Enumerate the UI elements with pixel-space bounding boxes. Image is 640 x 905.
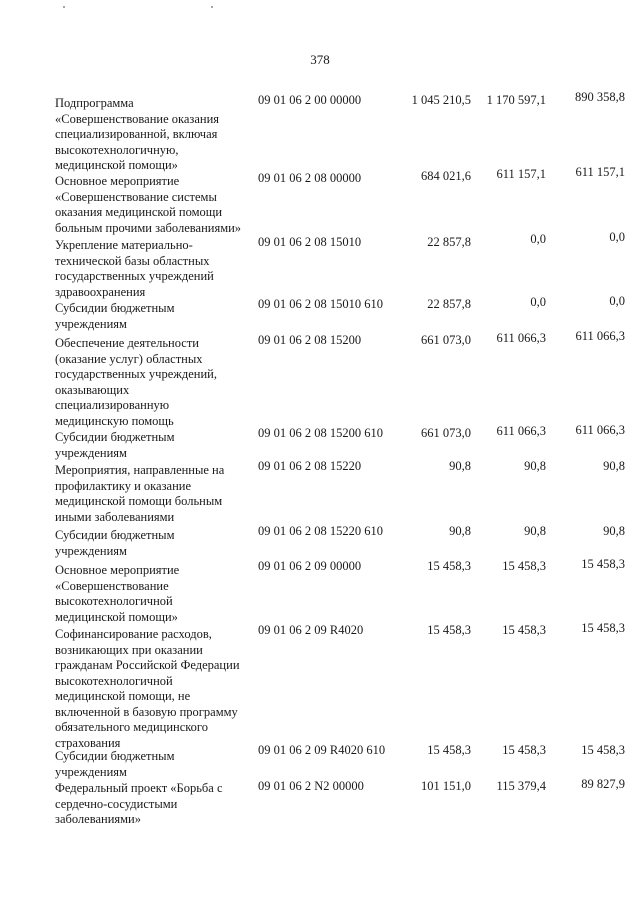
row-name: Субсидии бюджетным учреждениям xyxy=(55,749,175,779)
row-value-3: 90,8 xyxy=(603,524,625,538)
row-value-1: 22 857,8 xyxy=(427,235,471,249)
page-number: 378 xyxy=(310,52,330,67)
scan-speck xyxy=(211,6,213,8)
row-value-3: 15 458,3 xyxy=(581,621,625,635)
row-code: 09 01 06 2 08 15010 xyxy=(258,235,362,249)
row-value-1: 661 073,0 xyxy=(421,333,471,347)
row-value-2: 611 066,3 xyxy=(496,331,546,345)
row-value-2: 0,0 xyxy=(530,232,546,246)
row-name: Мероприятия, направленные на профилактику и оказание медицинской помощи больным иными заболеваниями xyxy=(55,463,225,524)
row-value-1: 90,8 xyxy=(449,524,471,538)
row-value-2: 611 157,1 xyxy=(496,167,546,181)
row-value-3: 0,0 xyxy=(609,294,625,308)
row-code: 09 01 06 2 09 00000 xyxy=(258,559,362,573)
row-value-3: 89 827,9 xyxy=(581,777,625,791)
row-value-2: 115 379,4 xyxy=(496,779,546,793)
row-value-3: 611 066,3 xyxy=(575,329,625,343)
row-value-1: 90,8 xyxy=(449,459,471,473)
row-value-1: 15 458,3 xyxy=(427,623,471,637)
row-value-3: 611 157,1 xyxy=(575,165,625,179)
row-value-1: 684 021,6 xyxy=(421,169,471,183)
row-name: Основное мероприятие «Совершенствование высокотехнологичной медицинской помощи» xyxy=(55,563,180,624)
row-value-3: 15 458,3 xyxy=(581,557,625,571)
row-value-1: 15 458,3 xyxy=(427,743,471,757)
row-value-1: 1 045 210,5 xyxy=(411,93,471,107)
row-value-2: 15 458,3 xyxy=(502,743,546,757)
row-code: 09 01 06 2 08 00000 xyxy=(258,171,362,185)
row-value-3: 611 066,3 xyxy=(575,423,625,437)
row-name: Субсидии бюджетным учреждениям xyxy=(55,528,175,558)
row-value-3: 90,8 xyxy=(603,459,625,473)
row-name: Федеральный проект «Борьба с сердечно-сосудистыми заболеваниями» xyxy=(55,781,223,826)
row-value-3: 0,0 xyxy=(609,230,625,244)
row-value-2: 0,0 xyxy=(530,295,546,309)
row-value-2: 15 458,3 xyxy=(502,623,546,637)
row-code: 09 01 06 2 09 R4020 xyxy=(258,623,364,637)
row-value-2: 90,8 xyxy=(524,524,546,538)
row-name: Основное мероприятие «Совершенствование системы оказания медицинской помощи больным прочими заболеваниями» xyxy=(55,174,242,235)
row-code: 09 01 06 2 08 15220 xyxy=(258,459,362,473)
row-code: 09 01 06 2 00 00000 xyxy=(258,93,362,107)
scan-speck xyxy=(63,6,65,8)
row-name: Софинансирование расходов, возникающих при оказании гражданам Российской Федерации высокотехнологичной медицинской помощи, не включенной в базовую программу обязательного медицинского страхования xyxy=(55,627,240,750)
row-code: 09 01 06 2 08 15200 610 xyxy=(258,426,383,440)
row-name: Субсидии бюджетным учреждениям xyxy=(55,301,175,331)
row-code: 09 01 06 2 N2 00000 xyxy=(258,779,364,793)
row-value-3: 15 458,3 xyxy=(581,743,625,757)
row-value-1: 101 151,0 xyxy=(421,779,471,793)
row-value-3: 890 358,8 xyxy=(575,90,625,104)
row-value-1: 661 073,0 xyxy=(421,426,471,440)
row-value-1: 15 458,3 xyxy=(427,559,471,573)
row-code: 09 01 06 2 09 R4020 610 xyxy=(258,743,386,757)
row-value-2: 1 170 597,1 xyxy=(486,93,546,107)
row-code: 09 01 06 2 08 15220 610 xyxy=(258,524,383,538)
row-value-2: 15 458,3 xyxy=(502,559,546,573)
row-code: 09 01 06 2 08 15200 xyxy=(258,333,362,347)
row-value-2: 90,8 xyxy=(524,459,546,473)
row-name: Укрепление материально- технической базы областных государственных учреждений здравоохранения xyxy=(55,238,214,299)
row-name: Субсидии бюджетным учреждениям xyxy=(55,430,175,460)
row-code: 09 01 06 2 08 15010 610 xyxy=(258,297,383,311)
row-name: Обеспечение деятельности (оказание услуг) областных государственных учреждений, оказывающих специализированную медицинскую помощь xyxy=(55,336,217,428)
row-value-1: 22 857,8 xyxy=(427,297,471,311)
row-value-2: 611 066,3 xyxy=(496,424,546,438)
row-name: Подпрограмма «Совершенствование оказания специализированной, включая высокотехнологичную, медицинской помощи» xyxy=(55,96,220,172)
